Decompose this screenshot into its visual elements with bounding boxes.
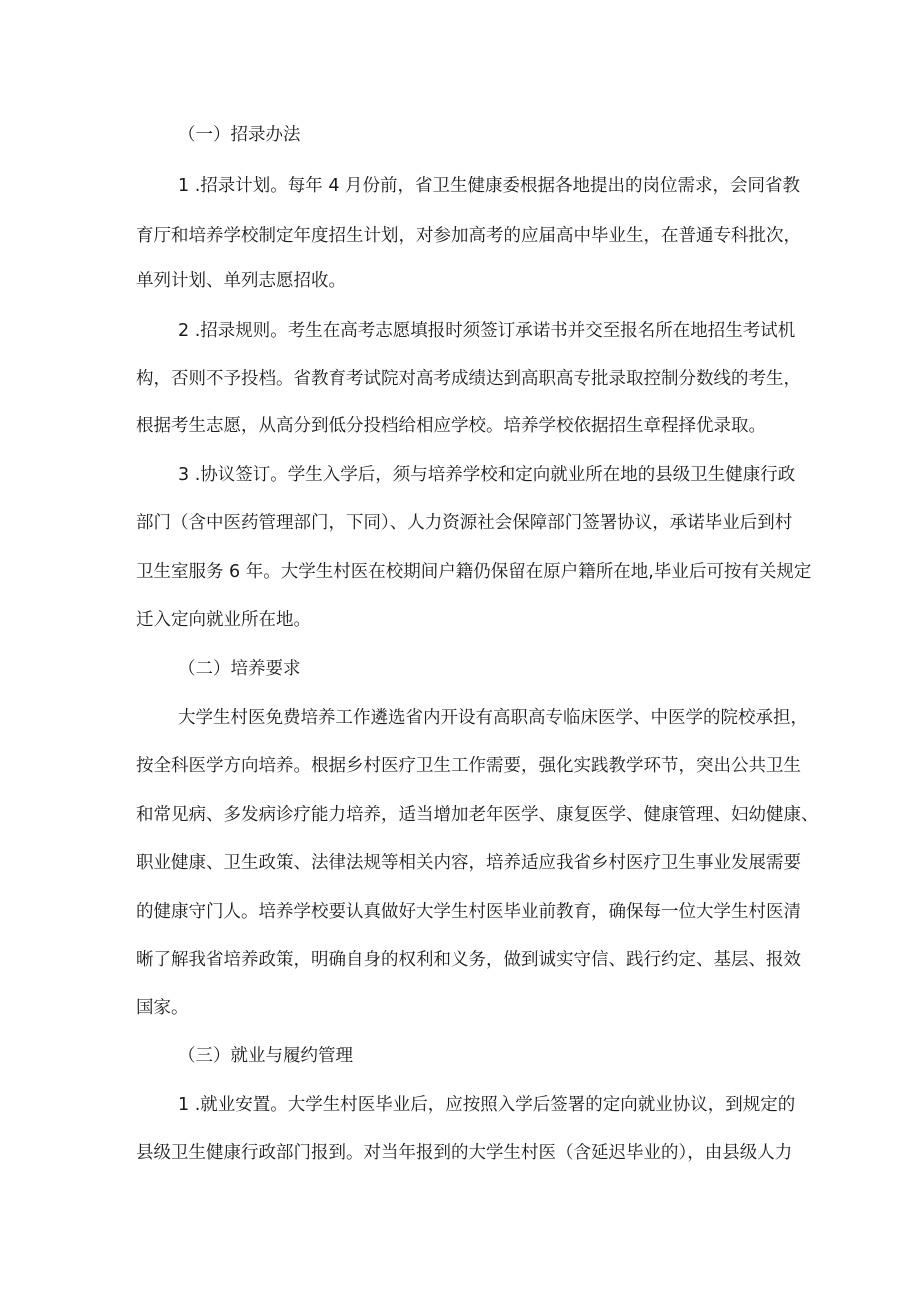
document-page: （一）招录办法 1 .招录计划。每年 4 月份前，省卫生健康委根据各地提出的岗位需求，会同省教 育厅和培养学校制定年度招生计划，对参加高考的应届高中毕业生，在普通专科批次， 单列计划、单列志愿招收。 2 .招录规则。考生在高考志愿填报时须签订承诺书并交至报名所在地招生考试机 构，否则不予投档。省教育考试院对高考成绩达到高职高专批录取控制分数线的考生， 根据考生志愿，从高分到低分投档给相应学校。培养学校依据招生章程择优录取。 3 .协议签订。学生入学后，须与培养学校和定向就业所在地的县级卫生健康行政 部门（含中医药管理部门，下同）、人力资源社会保障部门签署协议，承诺毕业后到村 卫生室服务 6 年。大学生村医在校期间户籍仍保留在原户籍所在地,毕业后可按有关规定 迁入定向就业所在地。 （二）培养要求 大学生村医免费培养工作遴选省内开设有高职高专临床医学、中医学的院校承担， 按全科医学方向培养。根据乡村医疗卫生工作需要，强化实践教学环节，突出公共卫生 和常见病、多发病诊疗能力培养，适当增加老年医学、康复医学、健康管理、妇幼健康、 职业健康、卫生政策、法律法规等相关内容，培养适应我省乡村医疗卫生事业发展需要 的健康守门人。培养学校要认真做好大学生村医毕业前教育，确保每一位大学生村医清 晰了解我省培养政策，明确自身的权利和义务，做到诚实守信、践行约定、基层、报效 国家。 （三）就业与履约管理 1 .就业安置。大学生村医毕业后，应按照入学后签署的定向就业协议，到规定的 县级卫生健康行政部门报到。对当年报到的大学生村医（含延迟毕业的），由县级人力 xyxy=(136,125,819,1163)
